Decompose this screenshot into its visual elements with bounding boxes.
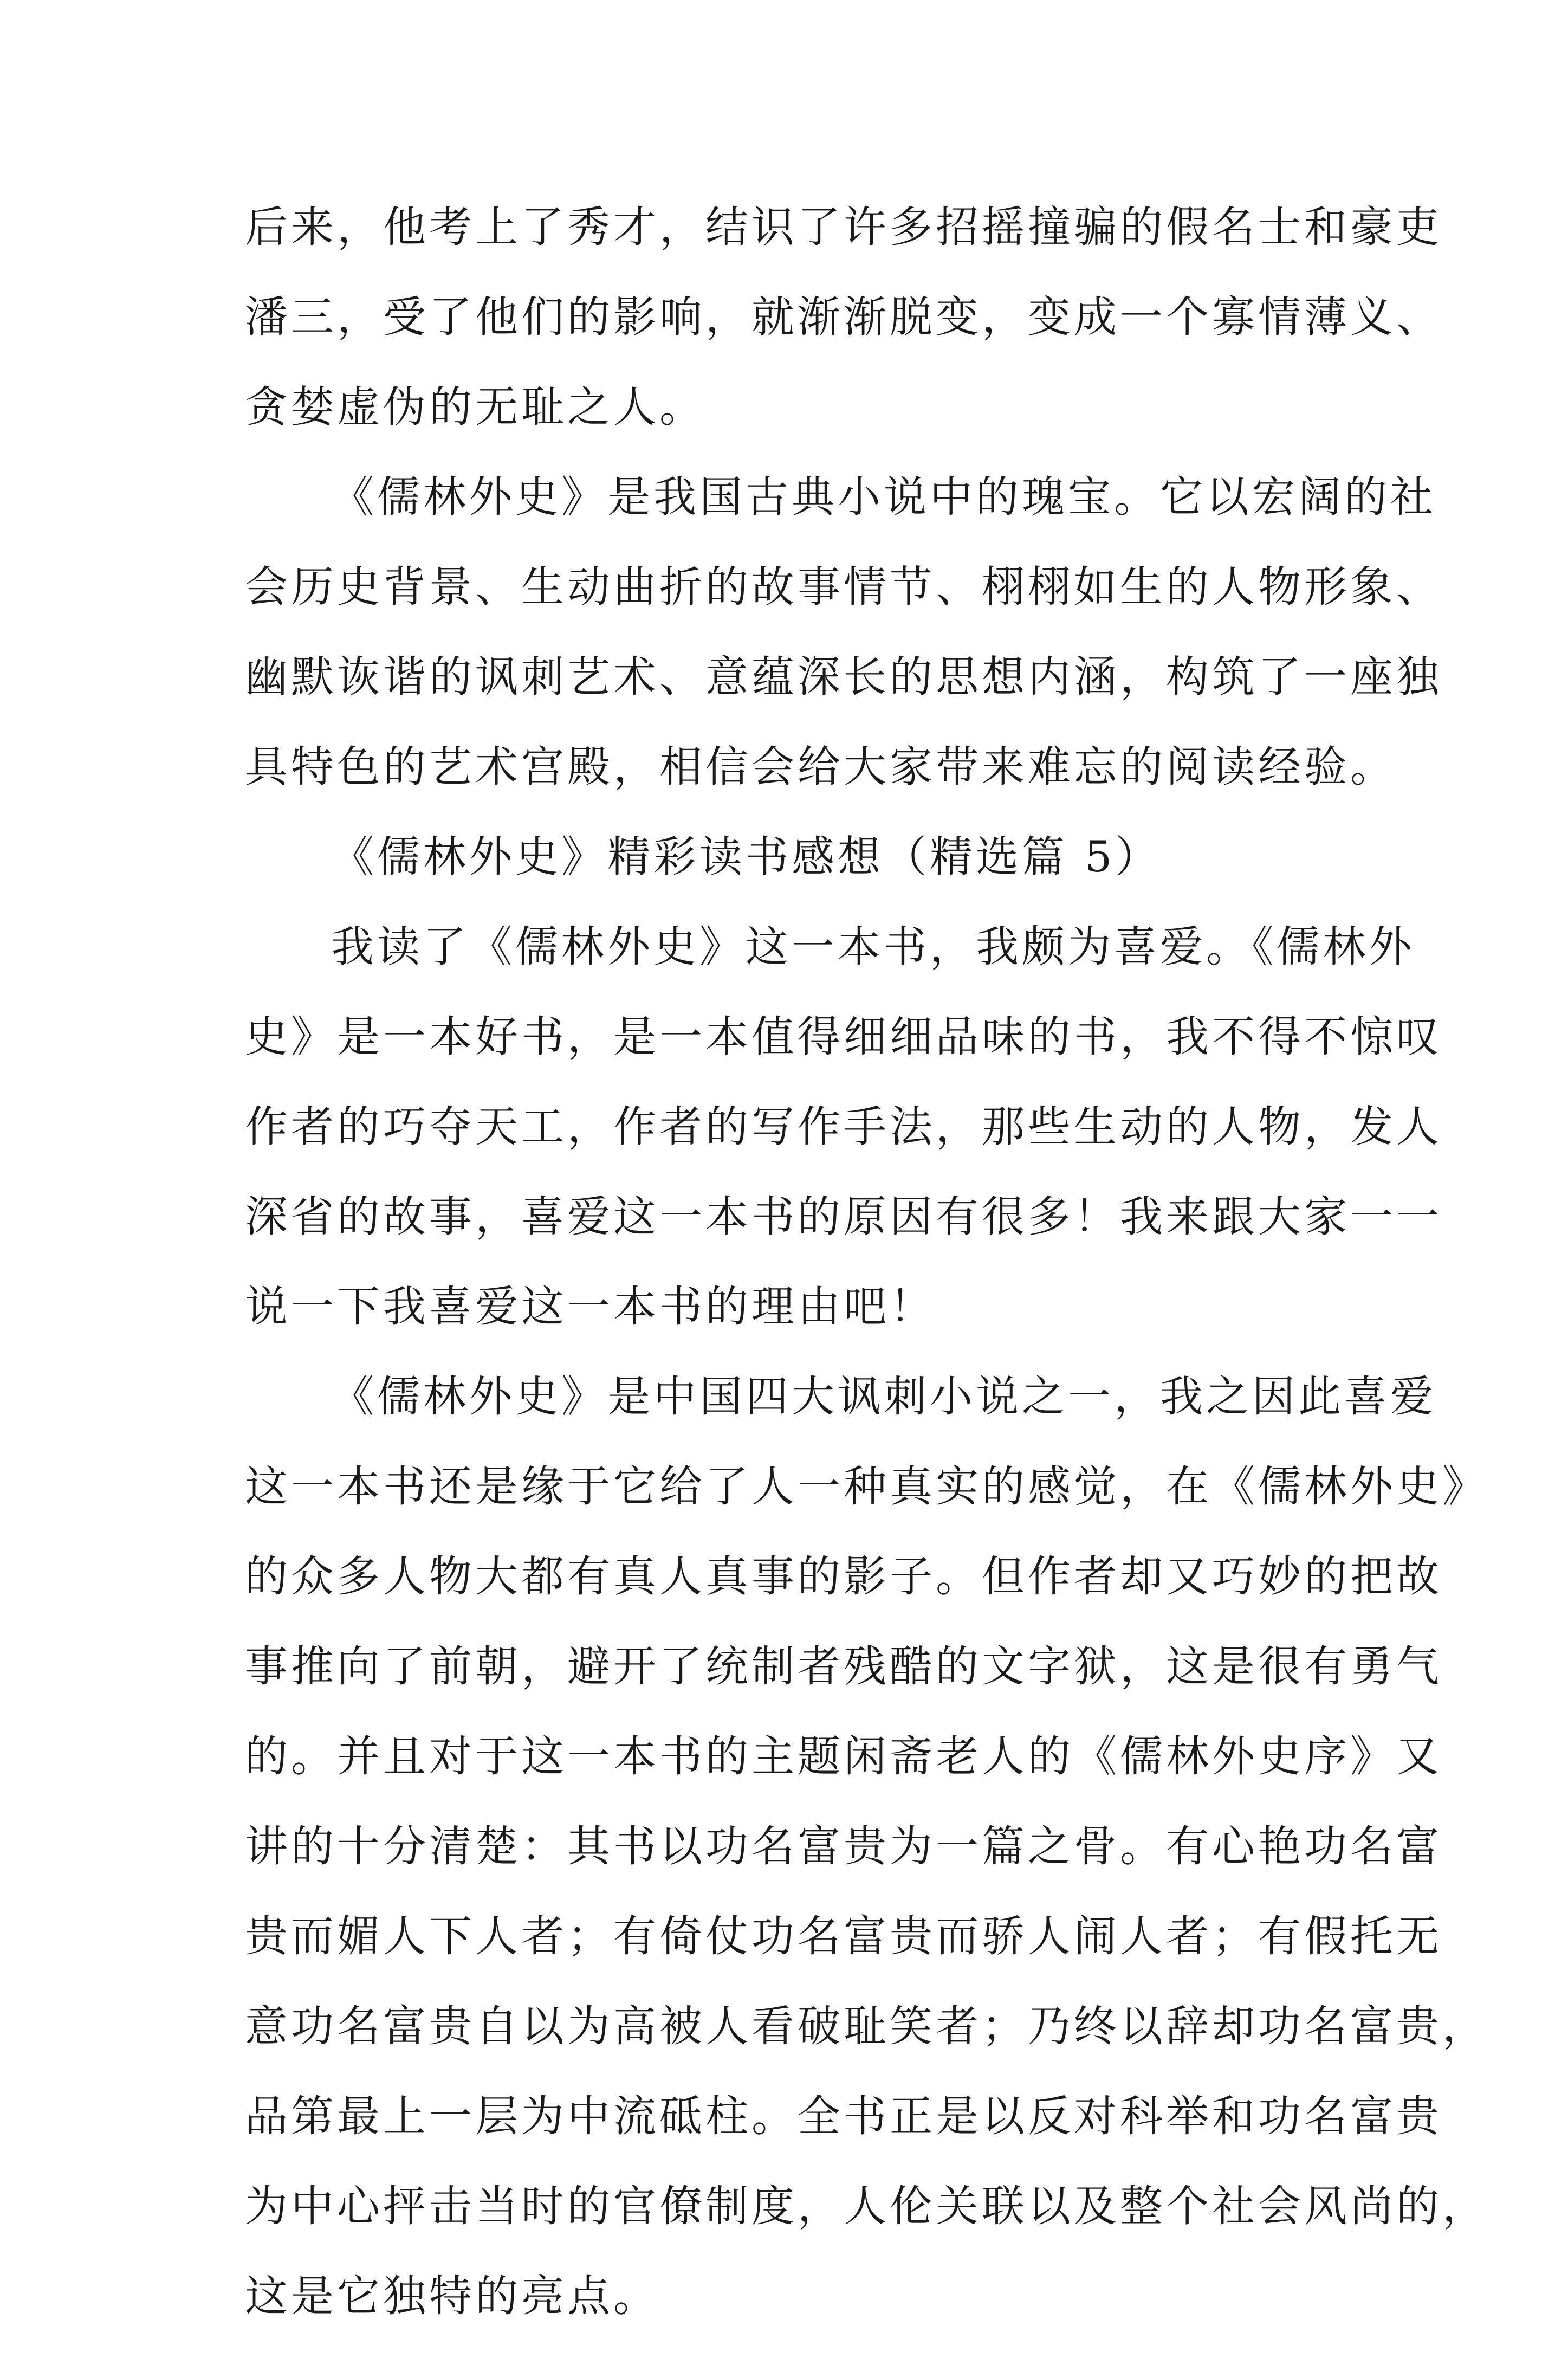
- section-heading: 《儒林外史》精彩读书感想（精选篇 5）: [331, 832, 1162, 882]
- text-line: 意功名富贵自以为高被人看破耻笑者；乃终以辞却功名富贵，: [245, 2001, 1488, 2051]
- text-line: 的众多人物大都有真人真事的影子。但作者却又巧妙的把故: [245, 1552, 1442, 1601]
- text-line: 品第最上一层为中流砥柱。全书正是以反对科举和功名富贵: [245, 2091, 1442, 2141]
- text-line: 具特色的艺术宫殿，相信会给大家带来难忘的阅读经验。: [245, 742, 1396, 792]
- paragraph-start-line: 《儒林外史》是我国古典小说中的瑰宝。它以宏阔的社: [331, 472, 1436, 522]
- text-line: 这是它独特的亮点。: [245, 2271, 659, 2321]
- text-line: 贵而媚人下人者；有倚仗功名富贵而骄人闹人者；有假托无: [245, 1911, 1442, 1961]
- text-line: 幽默诙谐的讽刺艺术、意蕴深长的思想内涵，构筑了一座独: [245, 652, 1442, 702]
- document-page: [245, 202, 1488, 2365]
- text-line: 贪婪虚伪的无耻之人。: [245, 382, 705, 432]
- text-line: 事推向了前朝，避开了统制者残酷的文字狱，这是很有勇气: [245, 1642, 1442, 1691]
- text-line: 为中心抨击当时的官僚制度，人伦关联以及整个社会风尚的，: [245, 2181, 1488, 2231]
- text-line: 深省的故事，喜爱这一本书的原因有很多！我来跟大家一一: [245, 1192, 1442, 1242]
- paragraph-start-line: 《儒林外史》是中国四大讽刺小说之一，我之因此喜爱: [331, 1372, 1436, 1421]
- text-line: 史》是一本好书，是一本值得细细品味的书，我不得不惊叹: [245, 1012, 1442, 1062]
- text-line: 的。并且对于这一本书的主题闲斋老人的《儒林外史序》又: [245, 1731, 1442, 1781]
- paragraph-start-line: 我读了《儒林外史》这一本书，我颇为喜爱。《儒林外: [331, 922, 1415, 972]
- text-line: 潘三，受了他们的影响，就渐渐脱变，变成一个寡情薄义、: [245, 292, 1442, 342]
- text-line: 讲的十分清楚：其书以功名富贵为一篇之骨。有心艳功名富: [245, 1821, 1442, 1871]
- text-line: 这一本书还是缘于它给了人一种真实的感觉，在《儒林外史》: [245, 1462, 1488, 1511]
- text-line: 后来，他考上了秀才，结识了许多招摇撞骗的假名士和豪吏: [245, 202, 1442, 252]
- text-line: 会历史背景、生动曲折的故事情节、栩栩如生的人物形象、: [245, 562, 1442, 612]
- text-line: 作者的巧夺天工，作者的写作手法，那些生动的人物，发人: [245, 1102, 1442, 1152]
- text-line: 说一下我喜爱这一本书的理由吧！: [245, 1282, 936, 1332]
